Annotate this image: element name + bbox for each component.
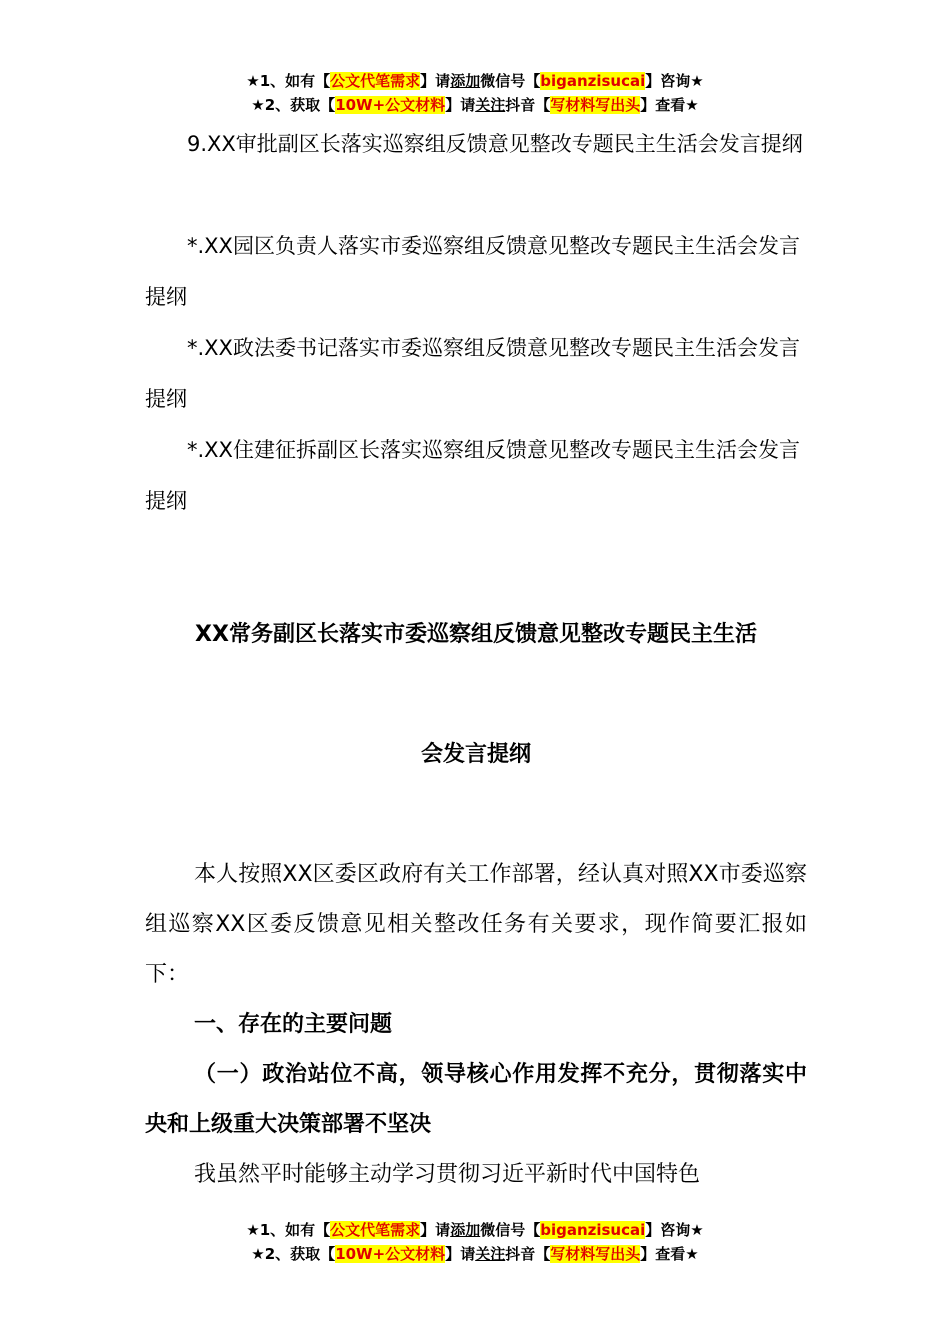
- promo-line-2: [0, 94, 950, 116]
- promo-text: 】请: [420, 1221, 451, 1239]
- promo-line-1: [0, 70, 950, 92]
- subsection-heading: （一）政治站位不高，领导核心作用发挥不充分，贯彻落实中央和上级重大决策部署不坚决: [145, 1062, 807, 1137]
- promo-highlight: 10W+公文材料: [335, 96, 446, 114]
- promo-highlight: 写材料写出头: [550, 1245, 641, 1263]
- promo-text: 】请: [420, 72, 451, 90]
- promo-text: 微信号【: [480, 72, 541, 90]
- promo-text: 】请: [445, 1245, 476, 1263]
- promo-underline: 添加: [450, 1221, 481, 1239]
- promo-text: 】查看★: [640, 1245, 699, 1263]
- toc-item: *.XX政法委书记落实市委巡察组反馈意见整改专题民主生活会发言提纲: [145, 336, 800, 411]
- promo-highlight: biganzisucai: [540, 72, 646, 90]
- promo-text: 抖音【: [505, 1245, 551, 1263]
- promo-underline: 关注: [475, 1245, 506, 1263]
- document-title-line-2: 会发言提纲: [420, 742, 531, 767]
- promo-line-2: [0, 1243, 950, 1265]
- promo-text: ★1、如有【: [246, 72, 331, 90]
- promo-text: ★2、获取【: [251, 96, 336, 114]
- promo-text: 】查看★: [640, 96, 699, 114]
- intro-paragraph: 本人按照XX区委区政府有关工作部署，经认真对照XX市委巡察组巡察XX区委反馈意见相关整改任务有关要求，现作简要汇报如下：: [145, 862, 807, 987]
- promo-text: 】请: [445, 96, 476, 114]
- promo-text: ★2、获取【: [251, 1245, 336, 1263]
- section-heading: 一、存在的主要问题: [194, 1012, 393, 1037]
- promo-highlight: 写材料写出头: [550, 96, 641, 114]
- promo-highlight: 10W+公文材料: [335, 1245, 446, 1263]
- promo-highlight: 公文代笔需求: [330, 72, 421, 90]
- promo-highlight: 公文代笔需求: [330, 1221, 421, 1239]
- promo-text: 】咨询★: [645, 72, 704, 90]
- promo-text: ★1、如有【: [246, 1221, 331, 1239]
- promo-highlight: biganzisucai: [540, 1221, 646, 1239]
- promo-line-1: [0, 1219, 950, 1241]
- toc-item: 9.XX审批副区长落实巡察组反馈意见整改专题民主生活会发言提纲: [187, 132, 803, 156]
- promo-text: 微信号【: [480, 1221, 541, 1239]
- promo-text: 】咨询★: [645, 1221, 704, 1239]
- promo-text: 抖音【: [505, 96, 551, 114]
- body-paragraph: 我虽然平时能够主动学习贯彻习近平新时代中国特色: [194, 1162, 701, 1187]
- promo-underline: 关注: [475, 96, 506, 114]
- document-title-line-1: XX常务副区长落实市委巡察组反馈意见整改专题民主生活: [195, 622, 757, 647]
- toc-item: *.XX住建征拆副区长落实巡察组反馈意见整改专题民主生活会发言提纲: [145, 438, 800, 513]
- promo-underline: 添加: [450, 72, 481, 90]
- toc-item: *.XX园区负责人落实市委巡察组反馈意见整改专题民主生活会发言提纲: [145, 234, 800, 309]
